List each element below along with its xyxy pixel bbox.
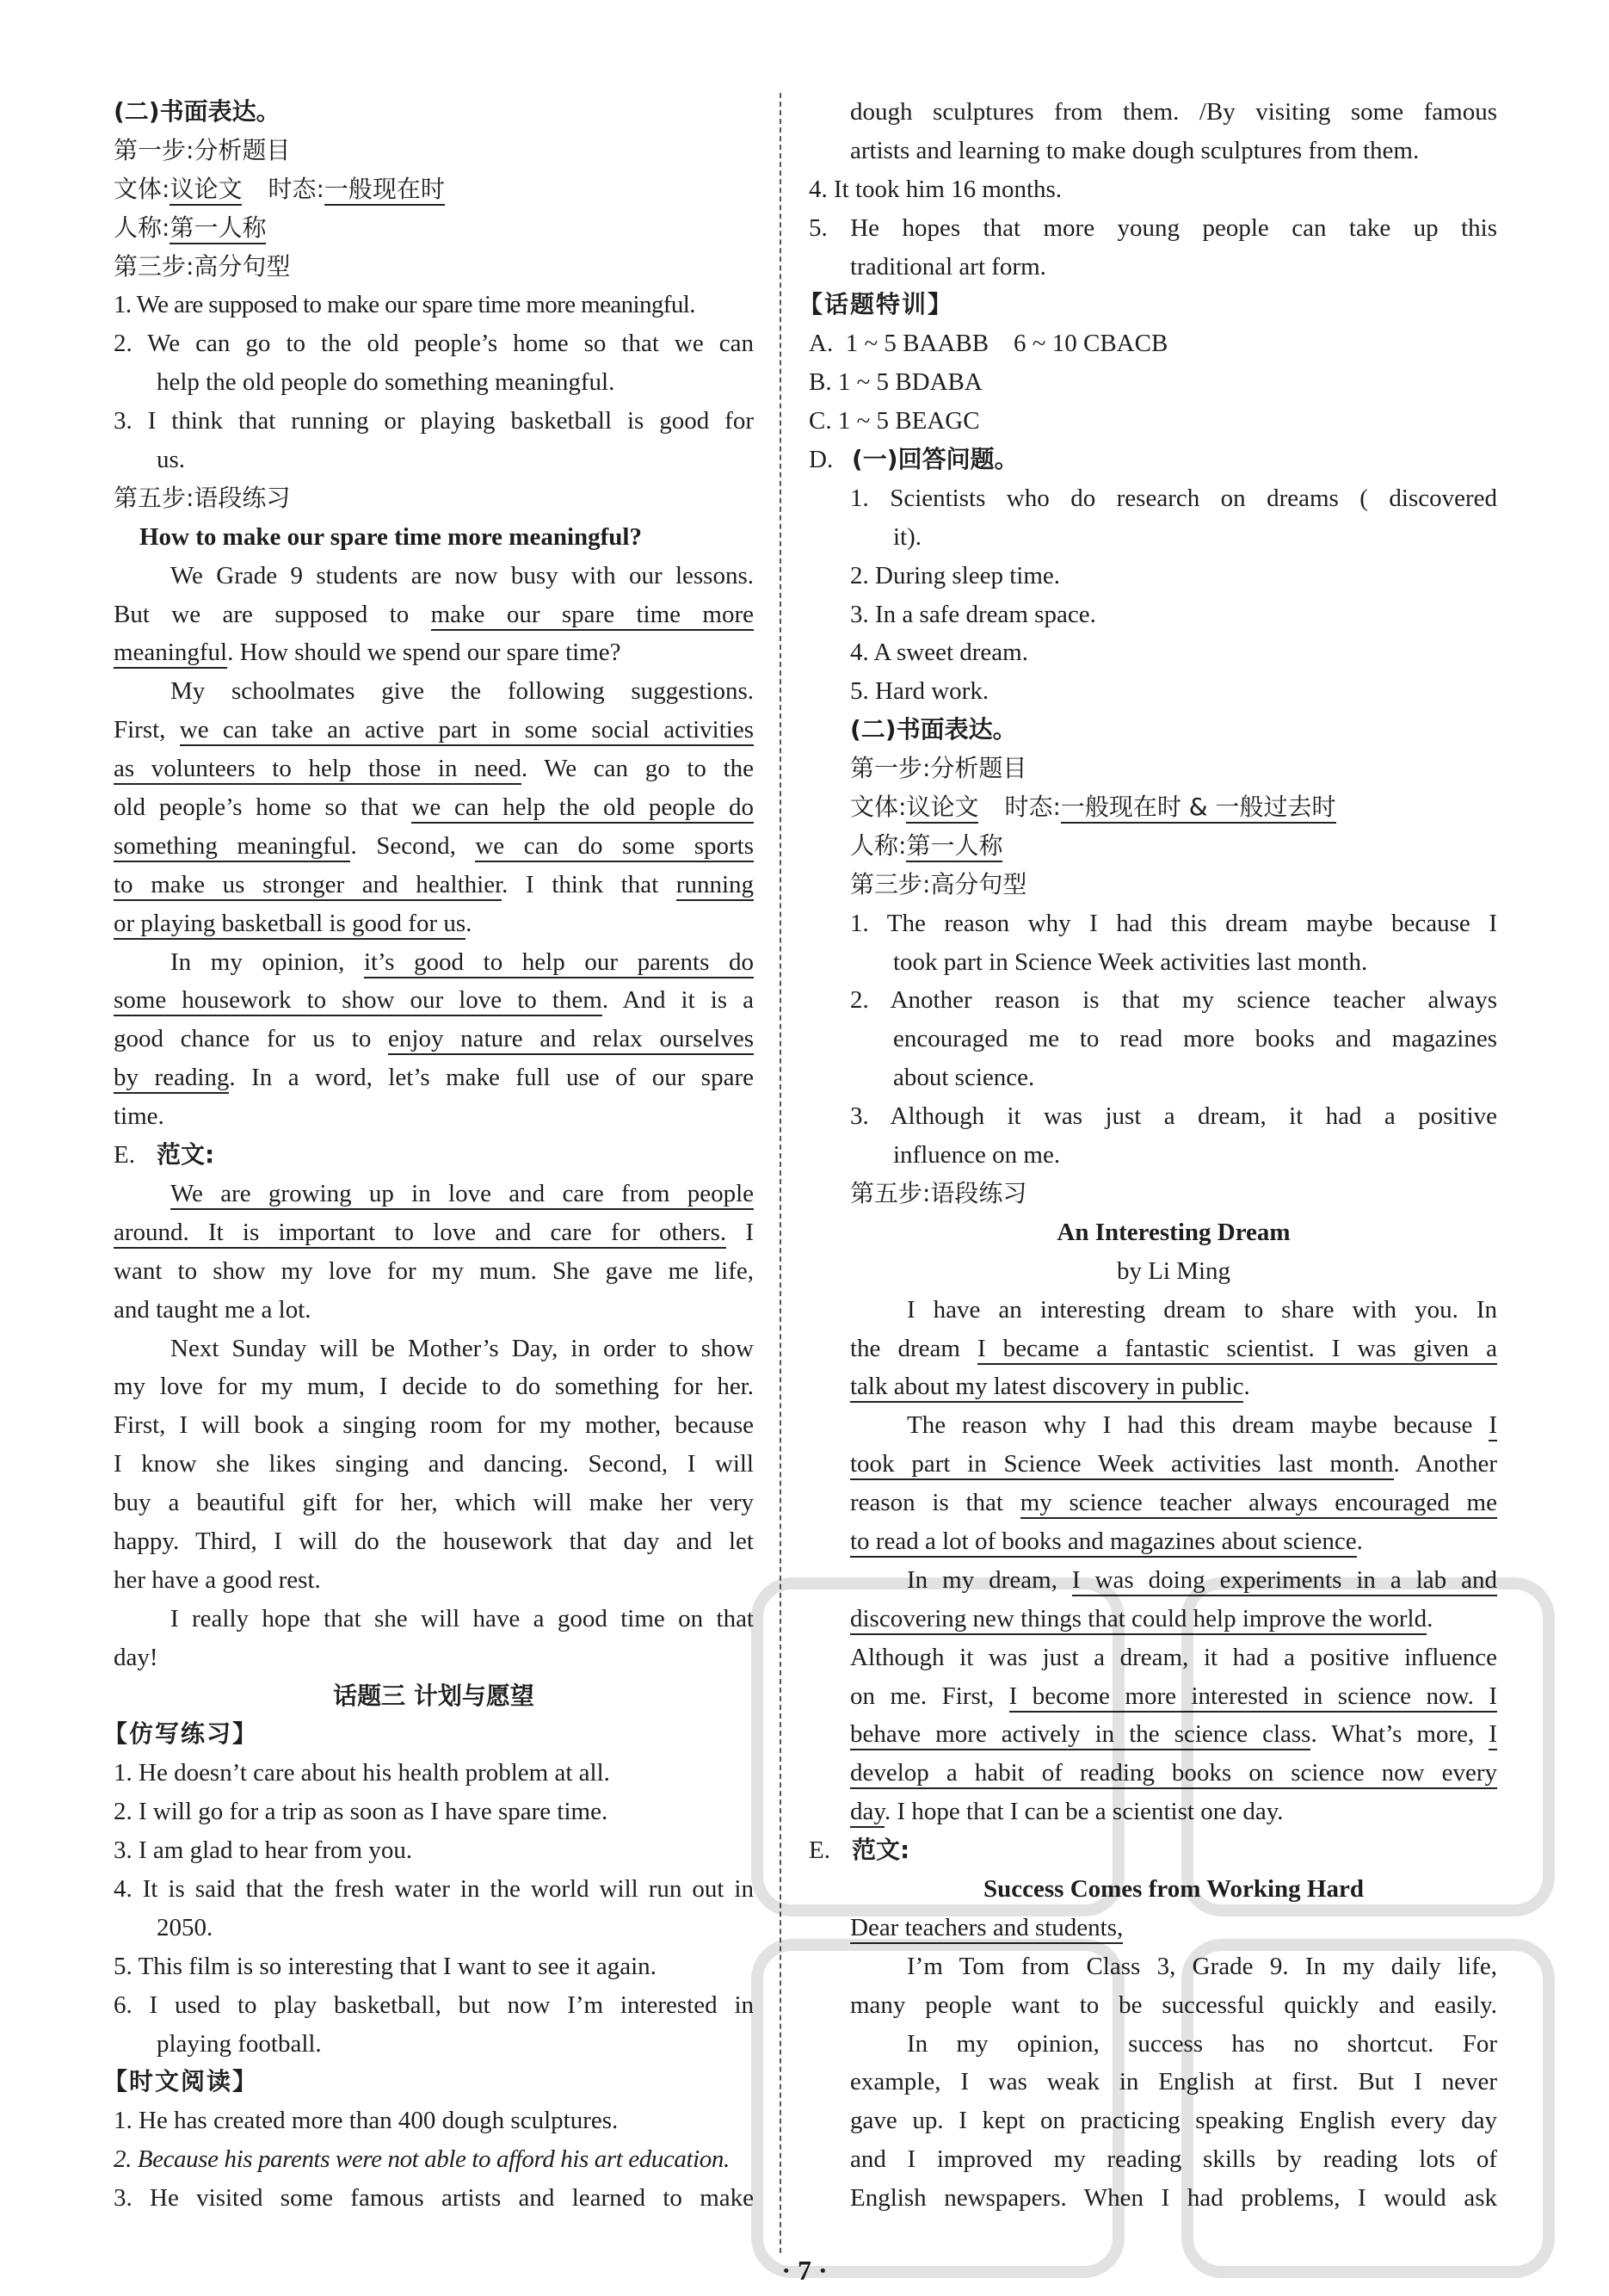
page-number: · 7 · bbox=[781, 2255, 828, 2286]
answer-item-cont: 2050. bbox=[157, 1913, 213, 1941]
sentence-item: 3. I think that running or playing basketball is good for bbox=[114, 407, 754, 435]
essay-line: want to show my love for my mum. She gave me life, bbox=[114, 1256, 754, 1285]
essay-line: First, I will book a singing room for my mother, because bbox=[114, 1411, 754, 1440]
essay-title: How to make our spare time more meaningful? bbox=[139, 522, 642, 551]
essay-line: some housework to show our love to them. And it is a bbox=[114, 981, 754, 1020]
answer-item: 2. During sleep time. bbox=[850, 561, 1061, 589]
section-header-reading: 【时文阅读】 bbox=[103, 2067, 259, 2096]
essay-line: develop a habit of reading books on science now every bbox=[809, 1754, 1497, 1793]
column-divider bbox=[780, 93, 781, 2253]
sentence-item: 1. The reason why I had this dream maybe because I bbox=[850, 909, 1497, 937]
answer-item: 3. I am glad to hear from you. bbox=[114, 1836, 413, 1865]
answer-item: 3. In a safe dream space. bbox=[850, 600, 1096, 628]
essay-line: gave up. I kept on practicing speaking English every day bbox=[850, 2107, 1497, 2135]
essay-line: and I improved my reading skills by reading lots of bbox=[850, 2145, 1497, 2174]
model-essay-heading: E. 范文: bbox=[114, 1140, 215, 1170]
essay-line: something meaningful. Second, we can do some sports bbox=[114, 827, 754, 866]
essay-line: happy. Third, I will do the housework that day and let bbox=[114, 1527, 754, 1555]
person-line: 人称:第一人称 bbox=[809, 827, 1497, 866]
answer-item: 1. He has created more than 400 dough sculptures. bbox=[114, 2107, 619, 2135]
sentence-item-cont: took part in Science Week activities last month. bbox=[893, 947, 1368, 976]
sentence-item-cont: encouraged me to read more books and magazines bbox=[893, 1025, 1497, 1053]
part-d-heading: D. (一)回答问题。 bbox=[809, 445, 1019, 474]
section-header-imitation: 【仿写练习】 bbox=[103, 1719, 259, 1749]
essay-greeting: Dear teachers and students, bbox=[809, 1909, 1497, 1947]
essay-line: day! bbox=[114, 1643, 158, 1671]
answer-item: 4. A sweet dream. bbox=[850, 639, 1028, 667]
answer-item-cont: dough sculptures from them. /By visiting some famous bbox=[850, 98, 1497, 126]
essay-line: good chance for us to enjoy nature and relax ourselves bbox=[114, 1020, 754, 1059]
sentence-item: 3. Although it was just a dream, it had a positive bbox=[850, 1102, 1497, 1131]
answer-item-cont: playing football. bbox=[157, 2029, 322, 2058]
essay-line: example, I was weak in English at first. But I never bbox=[850, 2068, 1497, 2096]
essay-line: to read a lot of books and magazines about science. bbox=[809, 1522, 1497, 1561]
essay-line: The reason why I had this dream maybe because I bbox=[809, 1406, 1497, 1445]
essay-line: by reading. In a word, let’s make full use of our spare bbox=[114, 1059, 754, 1097]
essay-line: In my opinion, it’s good to help our parents do bbox=[114, 943, 754, 982]
essay-byline: by Li Ming bbox=[1116, 1256, 1231, 1285]
answer-item-cont: traditional art form. bbox=[850, 252, 1046, 281]
step-heading: 第三步:高分句型 bbox=[114, 251, 291, 281]
answer-key-b: B. 1 ~ 5 BDABA bbox=[809, 368, 983, 397]
section-heading: (二)书面表达。 bbox=[114, 97, 280, 126]
essay-line: First, we can take an active part in some social activities bbox=[114, 711, 754, 750]
topic-heading: 话题三 计划与愿望 bbox=[333, 1681, 534, 1710]
essay-line: and taught me a lot. bbox=[114, 1295, 311, 1324]
essay-line: reason is that my science teacher always encouraged me bbox=[809, 1484, 1497, 1522]
step-heading: 第一步:分析题目 bbox=[114, 135, 291, 164]
essay-line: her have a good rest. bbox=[114, 1565, 321, 1594]
essay-line: day. I hope that I can be a scientist one day. bbox=[809, 1793, 1497, 1831]
essay-line: as volunteers to help those in need. We can go to the bbox=[114, 750, 754, 788]
answer-item: 5. This film is so interesting that I want to see it again. bbox=[114, 1952, 657, 1980]
section-heading: (二)书面表达。 bbox=[850, 715, 1017, 744]
essay-line: I’m Tom from Class 3, Grade 9. In my daily life, bbox=[907, 1952, 1497, 1980]
answer-item: 1. He doesn’t care about his health problem at all. bbox=[114, 1759, 610, 1787]
answer-item: 6. I used to play basketball, but now I’m interested in bbox=[114, 1990, 754, 2019]
answer-item: 4. It took him 16 months. bbox=[809, 175, 1063, 203]
essay-line: I know she likes singing and dancing. Second, I will bbox=[114, 1450, 754, 1478]
genre-tense-line: 文体:议论文 时态:一般现在时 & 一般过去时 bbox=[809, 788, 1497, 827]
essay-line: In my dream, I was doing experiments in a lab and bbox=[809, 1561, 1497, 1600]
essay-line: meaningful. How should we spend our spare time? bbox=[114, 633, 754, 672]
model-essay-heading: E. 范文: bbox=[809, 1836, 910, 1865]
essay-line: time. bbox=[114, 1102, 164, 1131]
essay-line: on me. First, I become more interested in science now. I bbox=[809, 1677, 1497, 1716]
essay-line: buy a beautiful gift for her, which will make her very bbox=[114, 1489, 754, 1517]
essay-line: many people want to be successful quickly and easily. bbox=[850, 1990, 1497, 2019]
answer-item: 2. Because his parents were not able to afford his art education. bbox=[114, 2145, 730, 2174]
essay-line: Although it was just a dream, it had a positive influence bbox=[850, 1643, 1497, 1671]
essay-line: But we are supposed to make our spare time more bbox=[114, 596, 754, 634]
step-heading: 第三步:高分句型 bbox=[850, 869, 1027, 898]
answer-item: 5. Hard work. bbox=[850, 677, 989, 706]
essay-line: took part in Science Week activities last month. Another bbox=[809, 1445, 1497, 1484]
left-column bbox=[103, 93, 754, 2218]
step-heading: 第一步:分析题目 bbox=[850, 754, 1027, 783]
essay-line: discovering new things that could help improve the world. bbox=[809, 1600, 1497, 1639]
sentence-item-cont: us. bbox=[157, 446, 186, 474]
essay-line: My schoolmates give the following suggestions. bbox=[170, 677, 754, 706]
essay-line: behave more actively in the science class. What’s more, I bbox=[809, 1715, 1497, 1754]
answer-item: 1. Scientists who do research on dreams ( discovered bbox=[850, 484, 1497, 512]
essay-title: An Interesting Dream bbox=[1057, 1218, 1291, 1246]
essay-line: talk about my latest discovery in public. bbox=[809, 1367, 1497, 1406]
essay-line: to make us stronger and healthier. I think that running bbox=[114, 866, 754, 904]
step-heading: 第五步:语段练习 bbox=[114, 483, 291, 512]
essay-line: I have an interesting dream to share with you. In bbox=[907, 1295, 1497, 1324]
essay-line: around. It is important to love and care for others. I bbox=[114, 1213, 754, 1252]
answer-key-c: C. 1 ~ 5 BEAGC bbox=[809, 407, 980, 435]
essay-line: I really hope that she will have a good time on that bbox=[170, 1604, 754, 1633]
essay-line: We Grade 9 students are now busy with our lessons. bbox=[170, 561, 754, 589]
sentence-item: 2. Another reason is that my science teacher always bbox=[850, 986, 1497, 1015]
answer-item: 2. I will go for a trip as soon as I have spare time. bbox=[114, 1798, 608, 1826]
sentence-item-cont: help the old people do something meaningful. bbox=[157, 368, 615, 397]
sentence-item: 2. We can go to the old people’s home so that we can bbox=[114, 330, 754, 358]
answer-item-cont: artists and learning to make dough sculptures from them. bbox=[850, 136, 1420, 164]
sentence-item: 1. We are supposed to make our spare time more meaningful. bbox=[114, 291, 695, 319]
section-header-topic-training: 【话题特训】 bbox=[798, 290, 954, 319]
essay-line: my love for my mum, I decide to do something for her. bbox=[114, 1373, 754, 1401]
answer-key-a: A. 1 ~ 5 BAABB 6 ~ 10 CBACB bbox=[809, 330, 1168, 358]
answer-item: 5. He hopes that more young people can take up this bbox=[809, 213, 1497, 242]
genre-tense-line: 文体:议论文 时态:一般现在时 bbox=[114, 170, 754, 209]
essay-line: old people’s home so that we can help the old people do bbox=[114, 788, 754, 827]
person-line: 人称:第一人称 bbox=[114, 209, 754, 248]
answer-item: 4. It is said that the fresh water in the world will run out in bbox=[114, 1874, 754, 1903]
answer-item: 3. He visited some famous artists and learned to make bbox=[114, 2184, 754, 2213]
essay-line: the dream I became a fantastic scientist. I was given a bbox=[809, 1330, 1497, 1368]
essay-title: Success Comes from Working Hard bbox=[983, 1874, 1364, 1903]
answer-item-cont: it). bbox=[893, 522, 922, 551]
sentence-item-cont: influence on me. bbox=[893, 1141, 1061, 1170]
step-heading: 第五步:语段练习 bbox=[850, 1178, 1027, 1207]
essay-line: We are growing up in love and care from people bbox=[114, 1175, 754, 1213]
essay-line: In my opinion, success has no shortcut. For bbox=[907, 2029, 1497, 2058]
essay-line: Next Sunday will be Mother’s Day, in order to show bbox=[170, 1334, 754, 1362]
right-column bbox=[798, 93, 1497, 2218]
essay-line: or playing basketball is good for us. bbox=[114, 904, 754, 943]
sentence-item-cont: about science. bbox=[893, 1064, 1035, 1092]
essay-line: English newspapers. When I had problems, I would ask bbox=[850, 2184, 1497, 2213]
